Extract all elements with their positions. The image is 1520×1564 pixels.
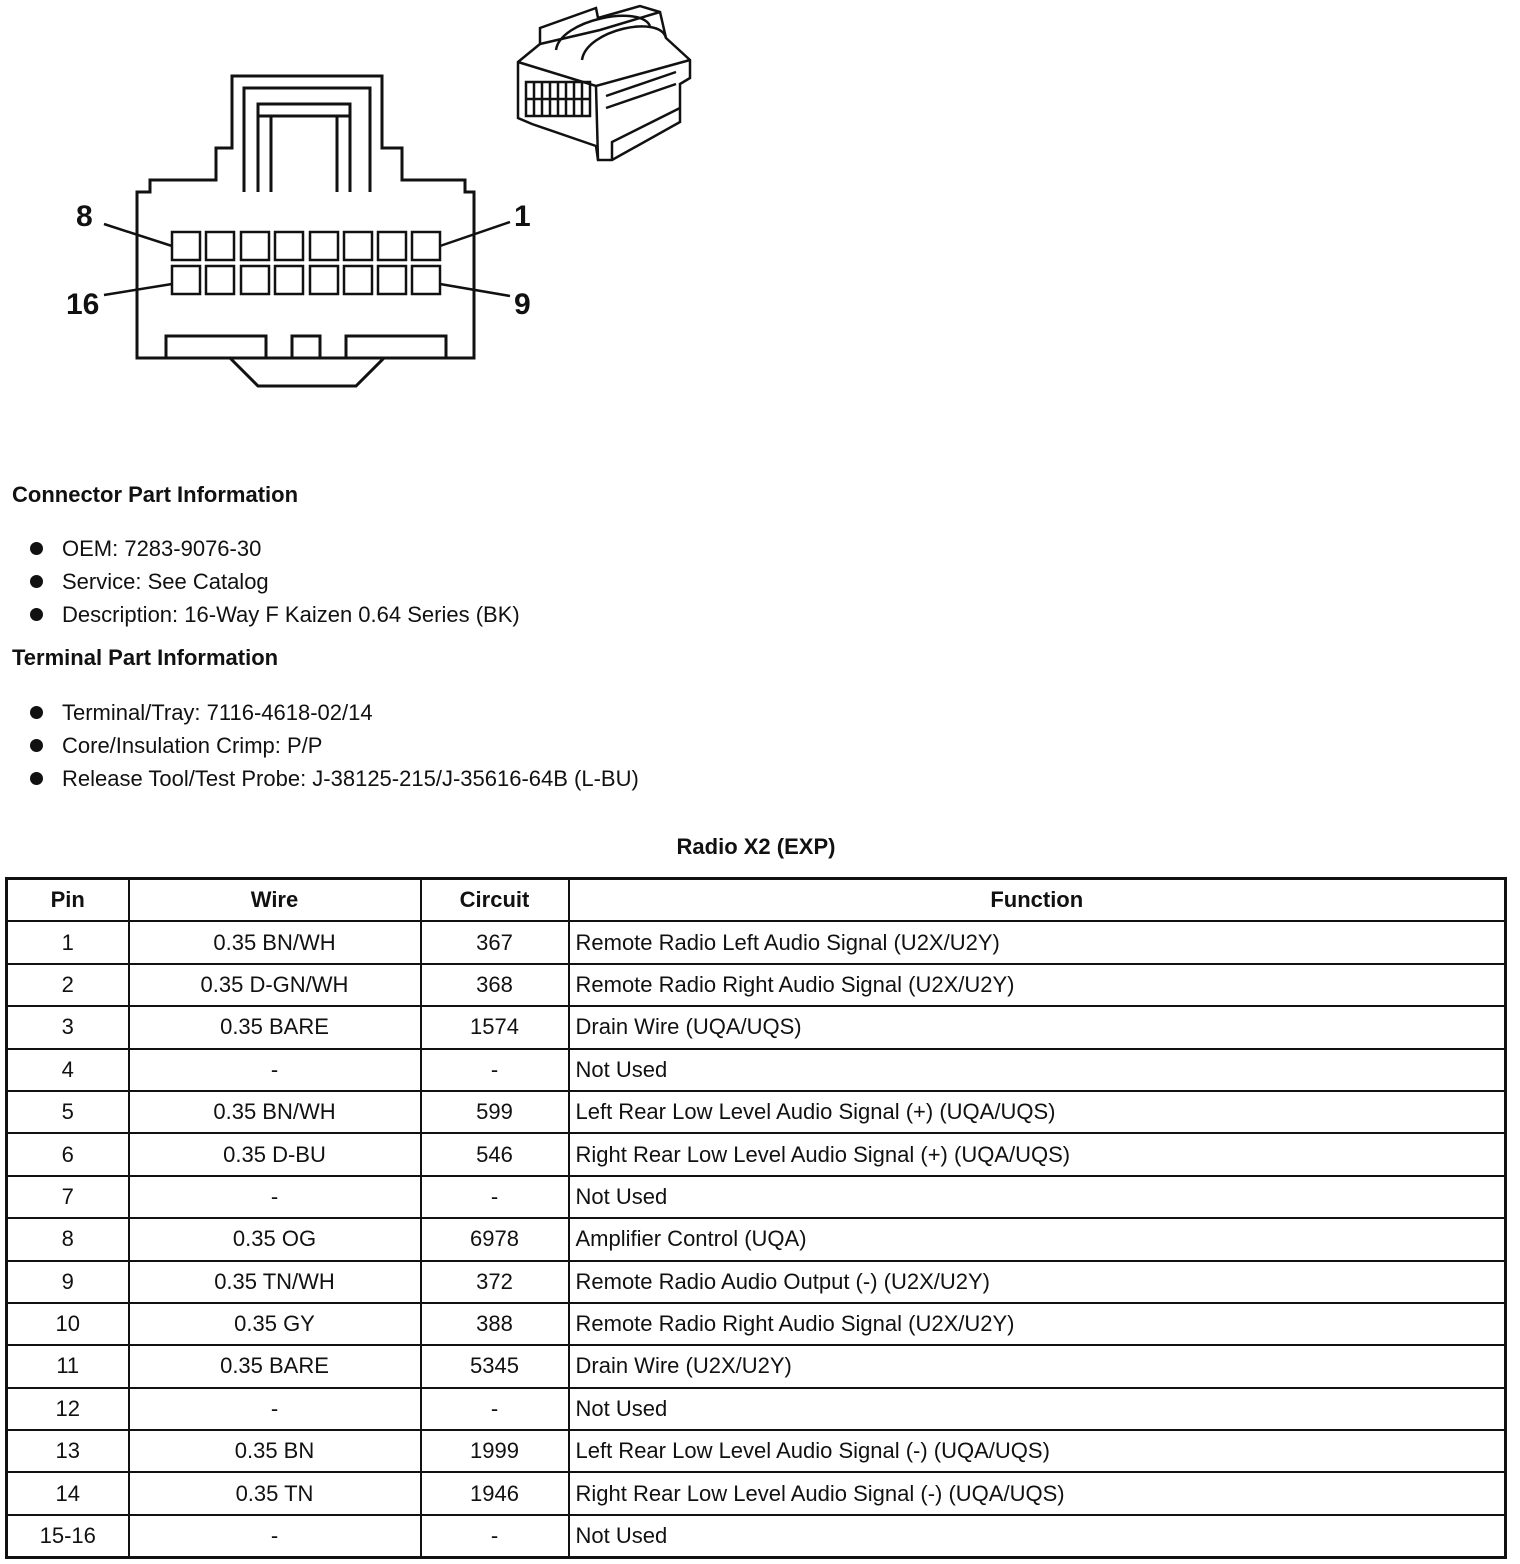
list-item: Description: 16-Way F Kaizen 0.64 Series (BK) xyxy=(30,598,520,631)
column-header-wire: Wire xyxy=(129,879,421,922)
pin-cavity xyxy=(206,232,234,260)
pin-cavity xyxy=(344,266,372,294)
cell-wire: 0.35 BARE xyxy=(129,1345,421,1387)
table-row xyxy=(7,1345,1506,1387)
pin-label-9: 9 xyxy=(514,288,531,321)
table-row xyxy=(7,1303,1506,1345)
cell-pin: 7 xyxy=(7,1176,129,1218)
pin-label-1: 1 xyxy=(514,200,531,233)
cell-wire: 0.35 GY xyxy=(129,1303,421,1345)
cell-pin: 6 xyxy=(7,1133,129,1175)
column-header-circuit: Circuit xyxy=(421,879,569,922)
pin-cavity xyxy=(412,232,440,260)
cell-wire: 0.35 OG xyxy=(129,1218,421,1260)
cell-circuit: 368 xyxy=(421,964,569,1006)
cell-circuit: 367 xyxy=(421,921,569,963)
list-item: Service: See Catalog xyxy=(30,565,520,598)
cell-circuit: 6978 xyxy=(421,1218,569,1260)
table-row xyxy=(7,1472,1506,1514)
table-row xyxy=(7,1430,1506,1472)
cell-circuit: 5345 xyxy=(421,1345,569,1387)
cell-wire: 0.35 BARE xyxy=(129,1006,421,1048)
pin-leader-lines xyxy=(104,222,510,296)
cell-function: Left Rear Low Level Audio Signal (-) (UQA/UQS) xyxy=(569,1430,1506,1472)
pin-cavity xyxy=(275,266,303,294)
table-row xyxy=(7,1176,1506,1218)
terminal-part-info-list xyxy=(30,696,639,795)
pin-cavity xyxy=(241,266,269,294)
column-header-pin: Pin xyxy=(7,879,129,922)
terminal-part-info-heading: Terminal Part Information xyxy=(12,645,279,670)
pin-cavity xyxy=(310,232,338,260)
cell-pin: 4 xyxy=(7,1049,129,1091)
cell-circuit: - xyxy=(421,1049,569,1091)
cell-function: Remote Radio Right Audio Signal (U2X/U2Y) xyxy=(569,964,1506,1006)
cell-wire: 0.35 BN xyxy=(129,1430,421,1472)
cell-function: Right Rear Low Level Audio Signal (+) (UQA/UQS) xyxy=(569,1133,1506,1175)
cell-function: Drain Wire (UQA/UQS) xyxy=(569,1006,1506,1048)
pin-cavity xyxy=(344,232,372,260)
pin-cavity xyxy=(275,232,303,260)
cell-function: Not Used xyxy=(569,1388,1506,1430)
cell-pin: 12 xyxy=(7,1388,129,1430)
cell-circuit: - xyxy=(421,1388,569,1430)
pin-cavity xyxy=(378,266,406,294)
table-row xyxy=(7,1388,1506,1430)
cell-function: Remote Radio Audio Output (-) (U2X/U2Y) xyxy=(569,1261,1506,1303)
pin-cavity-grid xyxy=(172,232,440,294)
list-item: Terminal/Tray: 7116-4618-02/14 xyxy=(30,696,639,729)
table-row xyxy=(7,1515,1506,1558)
list-item: Core/Insulation Crimp: P/P xyxy=(30,729,639,762)
cell-circuit: - xyxy=(421,1176,569,1218)
table-title: Radio X2 (EXP) xyxy=(676,834,836,859)
connector-diagram xyxy=(0,0,760,420)
list-item: Release Tool/Test Probe: J-38125-215/J-35616-64B (L-BU) xyxy=(30,762,639,795)
pin-cavity xyxy=(412,266,440,294)
cell-pin: 14 xyxy=(7,1472,129,1514)
cell-wire: 0.35 TN/WH xyxy=(129,1261,421,1303)
table-row xyxy=(7,964,1506,1006)
cell-pin: 13 xyxy=(7,1430,129,1472)
pin-cavity xyxy=(241,232,269,260)
cell-circuit: 599 xyxy=(421,1091,569,1133)
cell-pin: 2 xyxy=(7,964,129,1006)
cell-wire: 0.35 BN/WH xyxy=(129,921,421,963)
pin-cavity xyxy=(378,232,406,260)
list-item: OEM: 7283-9076-30 xyxy=(30,532,520,565)
table-row xyxy=(7,1218,1506,1260)
cell-pin: 10 xyxy=(7,1303,129,1345)
pinout-table xyxy=(5,877,1507,1559)
pin-cavity xyxy=(310,266,338,294)
cell-circuit: 1946 xyxy=(421,1472,569,1514)
cell-circuit: 546 xyxy=(421,1133,569,1175)
cell-wire: - xyxy=(129,1176,421,1218)
pin-label-8: 8 xyxy=(76,200,93,233)
cell-circuit: 388 xyxy=(421,1303,569,1345)
pin-cavity xyxy=(172,266,200,294)
connector-part-info-list xyxy=(30,532,520,631)
cell-function: Drain Wire (U2X/U2Y) xyxy=(569,1345,1506,1387)
table-row xyxy=(7,921,1506,963)
cell-wire: 0.35 BN/WH xyxy=(129,1091,421,1133)
connector-part-info-heading: Connector Part Information xyxy=(12,482,299,507)
cell-circuit: 1574 xyxy=(421,1006,569,1048)
cell-function: Amplifier Control (UQA) xyxy=(569,1218,1506,1260)
table-row xyxy=(7,1006,1506,1048)
table-header-row xyxy=(7,879,1506,922)
cell-wire: - xyxy=(129,1388,421,1430)
cell-function: Left Rear Low Level Audio Signal (+) (UQA/UQS) xyxy=(569,1091,1506,1133)
pin-label-16: 16 xyxy=(66,288,100,321)
pin-cavity xyxy=(172,232,200,260)
cell-circuit: 372 xyxy=(421,1261,569,1303)
cell-pin: 11 xyxy=(7,1345,129,1387)
cell-pin: 8 xyxy=(7,1218,129,1260)
cell-pin: 15-16 xyxy=(7,1515,129,1558)
cell-wire: 0.35 TN xyxy=(129,1472,421,1514)
connector-isometric-view xyxy=(518,6,690,160)
pin-cavity xyxy=(206,266,234,294)
cell-function: Not Used xyxy=(569,1176,1506,1218)
cell-wire: 0.35 D-BU xyxy=(129,1133,421,1175)
cell-pin: 5 xyxy=(7,1091,129,1133)
table-row xyxy=(7,1133,1506,1175)
cell-function: Not Used xyxy=(569,1049,1506,1091)
cell-function: Remote Radio Right Audio Signal (U2X/U2Y) xyxy=(569,1303,1506,1345)
cell-wire: - xyxy=(129,1049,421,1091)
cell-pin: 3 xyxy=(7,1006,129,1048)
column-header-function: Function xyxy=(569,879,1506,922)
cell-circuit: - xyxy=(421,1515,569,1558)
cell-function: Right Rear Low Level Audio Signal (-) (UQA/UQS) xyxy=(569,1472,1506,1514)
table-row xyxy=(7,1091,1506,1133)
cell-pin: 1 xyxy=(7,921,129,963)
cell-circuit: 1999 xyxy=(421,1430,569,1472)
cell-wire: 0.35 D-GN/WH xyxy=(129,964,421,1006)
cell-function: Remote Radio Left Audio Signal (U2X/U2Y) xyxy=(569,921,1506,963)
table-row xyxy=(7,1261,1506,1303)
table-row xyxy=(7,1049,1506,1091)
cell-wire: - xyxy=(129,1515,421,1558)
cell-pin: 9 xyxy=(7,1261,129,1303)
cell-function: Not Used xyxy=(569,1515,1506,1558)
